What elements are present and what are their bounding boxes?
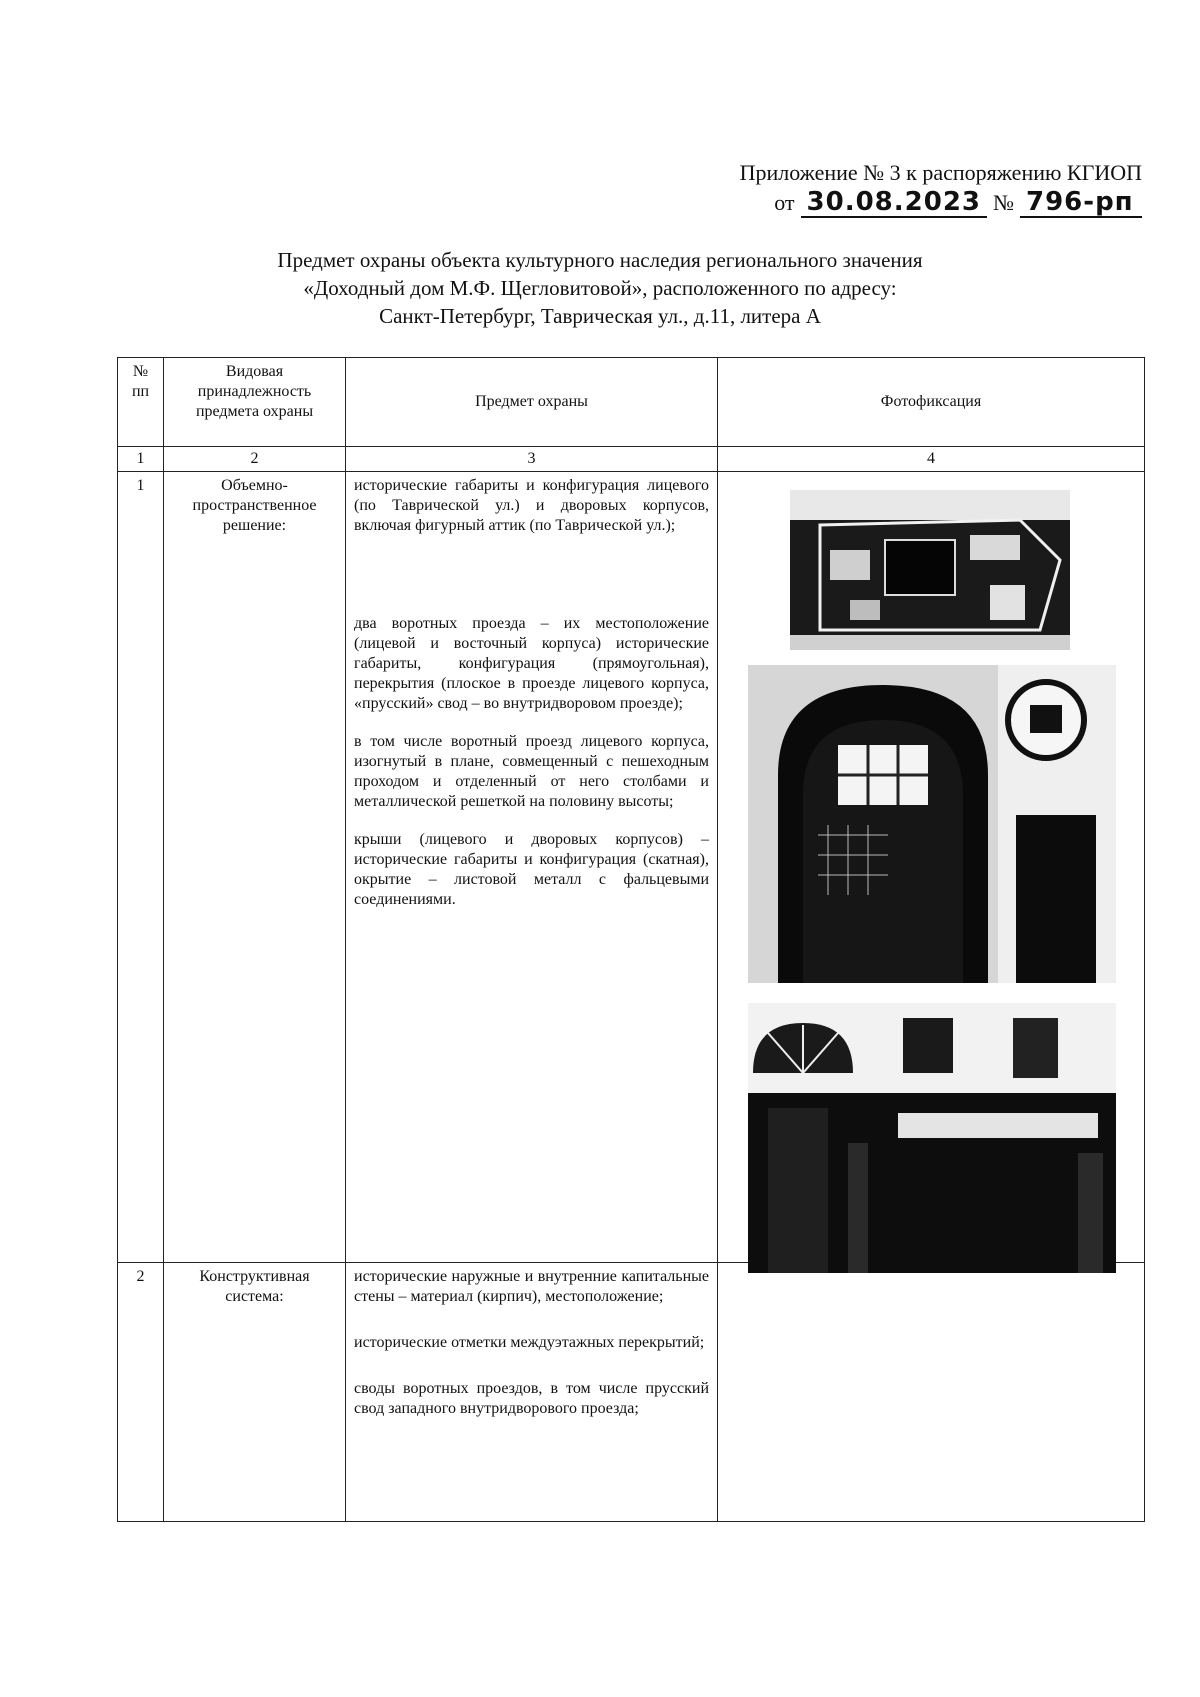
row-category: Конструктивная система: [164, 1263, 346, 1522]
handwritten-number: 796-рп [1020, 188, 1142, 218]
row-number: 2 [118, 1263, 164, 1522]
header-category: Видовая принадлежность предмета охраны [164, 358, 346, 447]
gateway-photo-image [748, 665, 1116, 983]
document-header [740, 158, 1142, 218]
column-number: 3 [346, 447, 718, 472]
number-label: № [993, 190, 1014, 215]
column-number: 4 [718, 447, 1145, 472]
row-subject [346, 1263, 718, 1522]
column-number-row [118, 447, 1145, 472]
header-photo: Фотофиксация [718, 358, 1145, 447]
from-label: от [774, 190, 795, 215]
courtyard-photo [748, 1003, 1116, 1273]
column-number: 2 [164, 447, 346, 472]
title-line-1: Предмет охраны объекта культурного наследия регионального значения [277, 248, 923, 272]
aerial-photo [790, 490, 1070, 650]
document-title [150, 246, 1050, 330]
subject-paragraph: исторические наружные и внутренние капитальные стены – материал (кирпич), местоположение; [354, 1268, 709, 1305]
appendix-line: Приложение № 3 к распоряжению КГИОП [739, 160, 1142, 185]
subject-paragraph: исторические габариты и конфигурация лицевого (по Таврической ул.) и дворовых корпусов, включая фигурный аттик (по Таврической ул.); [354, 477, 709, 534]
table-row [118, 1263, 1145, 1522]
subject-paragraph: исторические отметки междуэтажных перекрытий; [354, 1334, 705, 1351]
subject-paragraph: своды воротных проездов, в том числе прусский свод западного внутридворового проезда; [354, 1380, 709, 1417]
date-number-line [740, 188, 1142, 218]
header-subject: Предмет охраны [346, 358, 718, 447]
subject-paragraph: в том числе воротный проезд лицевого корпуса, изогнутый в плане, совмещенный с пешеходным проходом и отделенный от него столбами и металлической решеткой на половину высоты; [354, 733, 709, 810]
subject-paragraph: два воротных проезда – их местоположение (лицевой и восточный корпуса) исторические габариты, конфигурация (прямоугольная), перекрытия (плоское в проезде лицевого корпуса, «прусский» свод – во внутридворовом проезде); [354, 615, 709, 712]
photo-cell [718, 1263, 1145, 1522]
row-number: 1 [118, 472, 164, 1263]
row-category: Объемно-пространственное решение: [164, 472, 346, 1263]
subject-paragraph: крыши (лицевого и дворовых корпусов) – исторические габариты и конфигурация (скатная), окрытие – листовой металл с фальцевыми соединениями. [354, 831, 709, 908]
column-number: 1 [118, 447, 164, 472]
table-header-row [118, 358, 1145, 447]
title-line-2: «Доходный дом М.Ф. Щегловитовой», расположенного по адресу: [303, 276, 897, 300]
header-number: № пп [118, 358, 164, 447]
handwritten-date: 30.08.2023 [801, 188, 987, 218]
courtyard-photo-image [748, 1003, 1116, 1273]
aerial-photo-image [790, 490, 1070, 650]
gateway-photo [748, 665, 1116, 983]
row-subject [346, 472, 718, 1263]
title-line-3: Санкт-Петербург, Таврическая ул., д.11, литера А [379, 304, 821, 328]
